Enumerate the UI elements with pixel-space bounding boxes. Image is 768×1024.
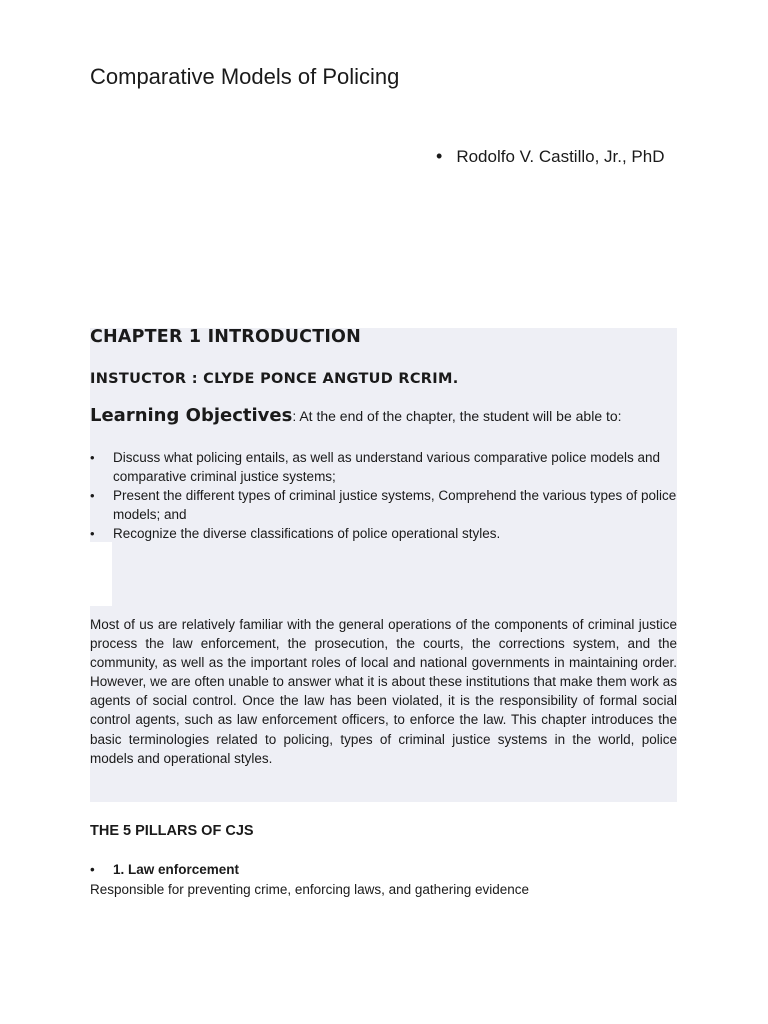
- bullet-icon: •: [90, 488, 95, 503]
- learning-objectives-colon: :: [292, 408, 297, 424]
- author-line: [436, 146, 665, 167]
- shaded-section-notch: [90, 542, 112, 606]
- introduction-paragraph: Most of us are relatively familiar with the general operations of the components of criminal justice process the law enforcement, the prosecution, the courts, the corrections system, and the community, as well as the important roles of local and national governments in maintaining order. However, we are often unable to answer what it is about these institutions that make them work as agents of social control. Once the law has been violated, it is the responsibility of formal social control agents, such as law enforcement officers, to enforce the law. This chapter introduces the basic terminologies related to policing, types of criminal justice systems in the world, police models and operational styles.: [90, 617, 677, 766]
- pillar-title: 1. Law enforcement: [113, 862, 240, 877]
- objective-item: [90, 486, 677, 524]
- bullet-icon: •: [90, 450, 95, 465]
- bullet-icon: •: [90, 526, 95, 541]
- bullet-icon: •: [90, 862, 95, 877]
- bullet-icon: •: [436, 146, 443, 166]
- learning-objectives-line: [90, 405, 677, 426]
- objective-item: [90, 524, 677, 543]
- instructor-line: INSTUCTOR : CLYDE PONCE ANGTUD RCRIM.: [90, 371, 459, 387]
- pillar-item-law-enforcement: [90, 862, 239, 877]
- pillar-description: Responsible for preventing crime, enforcing laws, and gathering evidence: [90, 882, 530, 897]
- author-name: Rodolfo V. Castillo, Jr., PhD: [456, 146, 665, 166]
- objective-item: [90, 448, 677, 486]
- objective-text: Present the different types of criminal justice systems, Comprehend the various types of police models; and: [113, 488, 677, 522]
- learning-objectives-intro: At the end of the chapter, the student will be able to:: [296, 408, 622, 424]
- objectives-list: [90, 448, 677, 543]
- chapter-heading: CHAPTER 1 INTRODUCTION: [90, 327, 361, 347]
- objective-text: Discuss what policing entails, as well as understand various comparative police models and comparative criminal justice systems;: [113, 450, 661, 484]
- learning-objectives-heading: Learning Objectives: [90, 405, 293, 426]
- document-title: Comparative Models of Policing: [90, 64, 400, 89]
- objective-text: Recognize the diverse classifications of police operational styles.: [113, 526, 501, 541]
- pillars-heading: THE 5 PILLARS OF CJS: [90, 823, 254, 839]
